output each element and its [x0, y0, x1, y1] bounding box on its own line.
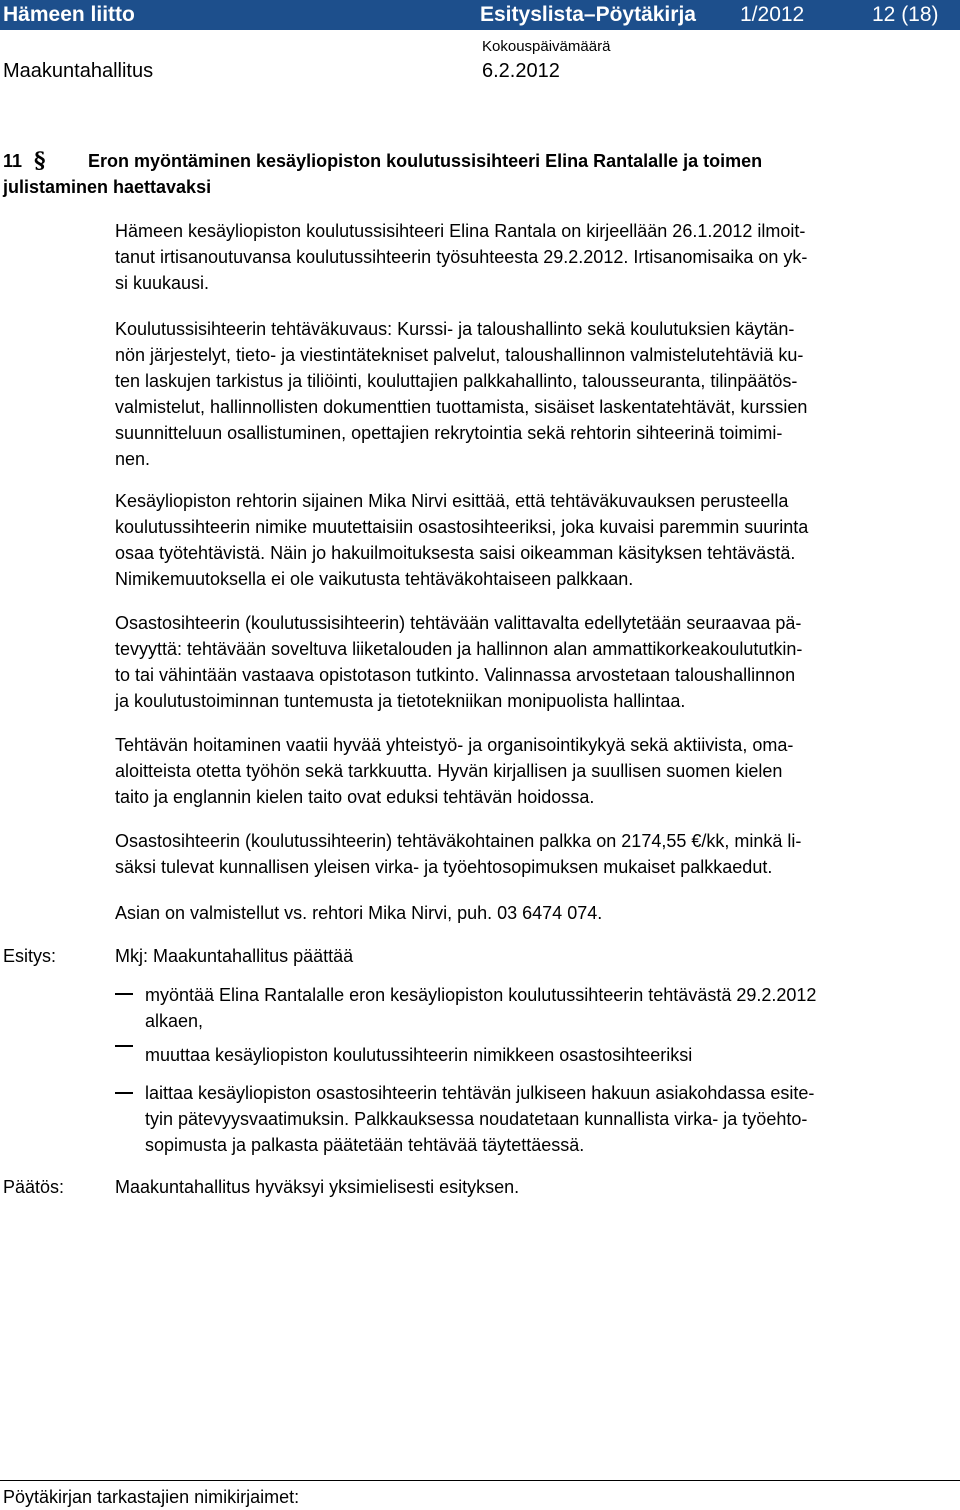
section-title-line-2: julistaminen haettavaksi [3, 177, 212, 197]
text-line: taito ja englannin kielen taito ovat eduksi tehtävän hoidossa. [115, 787, 595, 807]
section-title-line-1: Eron myöntäminen kesäyliopiston koulutussisihteeri Elina Rantalalle ja toimen [88, 151, 763, 171]
footer-divider [0, 1480, 960, 1481]
text-line: Tehtävän hoitaminen vaatii hyvää yhteistyö- ja organisointikykyä sekä aktiivista, oma- [115, 735, 794, 755]
proposal-item-1 [145, 982, 960, 1034]
paragraph-title-change [115, 488, 958, 592]
section-number: 11 [3, 151, 23, 171]
text-line: nön järjestelyt, tieto- ja viestintätekniset palvelut, taloushallinnon valmistelutehtäviä ku- [115, 345, 804, 365]
text-line: tanut irtisanoutuvansa koulutussihteerin työsuhteesta 29.2.2012. Irtisanomisaika on yk- [115, 247, 808, 267]
text-line: Asian on valmistellut vs. rehtori Mika Nirvi, puh. 03 6474 074. [115, 903, 603, 923]
text-line: alkaen, [145, 1011, 204, 1031]
text-line: Hämeen kesäyliopiston koulutussisihteeri Elina Rantala on kirjeellään 26.1.2012 ilmoit- [115, 221, 806, 241]
text-line: suunnitteluun osallistuminen, opettajien rekrytointia sekä rehtorin sihteerinä toimimi- [115, 423, 783, 443]
text-line: si kuukausi. [115, 273, 210, 293]
text-line: koulutussihteerin nimike muutettaisiin osastosihteeriksi, joka kuvaisi paremmin suurinta [115, 517, 809, 537]
text-line: nen. [115, 449, 151, 469]
paragraph-salary [115, 828, 958, 880]
text-line: Kesäyliopiston rehtorin sijainen Mika Nirvi esittää, että tehtäväkuvauksen perusteella [115, 491, 789, 511]
paragraph-prepared-by [115, 900, 958, 926]
dash-icon [115, 1092, 133, 1094]
paragraph-job-description [115, 316, 958, 472]
paragraph-resignation [115, 218, 958, 296]
text-line: tyin pätevyysvaatimuksin. Palkkauksessa noudatetaan kunnallista virka- ja työehto- [145, 1109, 808, 1129]
header-date: 6.2.2012 [482, 60, 560, 82]
text-line: ten laskujen tarkistus ja tiliöinti, kouluttajien palkkahallinto, talousseuranta, tilinpäätös- [115, 371, 798, 391]
text-line: Nimikemuutoksella ei ole vaikutusta tehtäväkohtaiseen palkkaan. [115, 569, 634, 589]
text-line: säksi tulevat kunnallisen yleisen virka- ja työehtosopimuksen mukaiset palkkaedut. [115, 857, 773, 877]
header-page: 12 (18) [872, 3, 939, 26]
text-line: osaa työtehtävistä. Näin jo hakuilmoituksesta saisi oikeamman käsityksen tehtävästä. [115, 543, 796, 563]
header-body: Maakuntahallitus [3, 60, 154, 82]
paragraph-requirements [115, 732, 958, 810]
text-line: tevyyttä: tehtävään soveltuva liiketalouden ja hallinnon alan ammattikorkeakoulututkin- [115, 639, 803, 659]
text-line: to tai vähintään vastaava opistotason tutkinto. Valinnassa arvostetaan taloushallinnon [115, 665, 796, 685]
dash-icon [115, 993, 133, 995]
text-line: myöntää Elina Rantalalle eron kesäyliopiston koulutussihteerin tehtävästä 29.2.2012 [145, 985, 817, 1005]
text-line: valmistelut, hallinnollisten dokumenttien tuottamista, sisäiset laskentatehtävät, kurssien [115, 397, 808, 417]
text-line: muuttaa kesäyliopiston koulutussihteerin nimikkeen osastosihteeriksi [145, 1045, 693, 1065]
proposal-item-2 [145, 1042, 960, 1068]
text-line: Koulutussisihteerin tehtäväkuvaus: Kurssi- ja taloushallinto sekä koulutuksien käytän- [115, 319, 795, 339]
proposal-item-3 [145, 1080, 960, 1158]
text-line: sopimusta ja palkasta päätetään tehtävää täytettäessä. [145, 1135, 585, 1155]
header-org: Hämeen liitto [3, 3, 135, 26]
proposal-label: Esitys: [3, 946, 57, 966]
text-line: laittaa kesäyliopiston osastosihteerin tehtävän julkiseen hakuun asiakohdassa esite- [145, 1083, 815, 1103]
decision-text: Maakuntahallitus hyväksyi yksimielisesti esityksen. [115, 1177, 520, 1197]
dash-icon [115, 1045, 133, 1047]
text-line: Osastosihteerin (koulutussihteerin) tehtäväkohtainen palkka on 2174,55 €/kk, minkä li- [115, 831, 802, 851]
header-doc-type: Esityslista–Pöytäkirja [480, 3, 696, 26]
header-doc-number: 1/2012 [740, 3, 805, 26]
decision-label: Päätös: [3, 1177, 65, 1197]
svg-text:§: § [34, 148, 46, 174]
paragraph-qualifications [115, 610, 958, 714]
proposal-intro: Mkj: Maakuntahallitus päättää [115, 946, 354, 966]
footer-signatures-label: Pöytäkirjan tarkastajien nimikirjaimet: [3, 1487, 300, 1507]
text-line: ja koulutustoiminnan tuntemusta ja tietotekniikan monipuolista hallintaa. [115, 691, 686, 711]
header-date-label: Kokouspäivämäärä [482, 38, 611, 55]
text-line: aloitteista otetta työhön sekä tarkkuutta. Hyvän kirjallisen ja suullisen suomen kielen [115, 761, 783, 781]
text-line: Osastosihteerin (koulutussisihteerin) tehtävään valittavalta edellytetään seuraavaa pä- [115, 613, 802, 633]
